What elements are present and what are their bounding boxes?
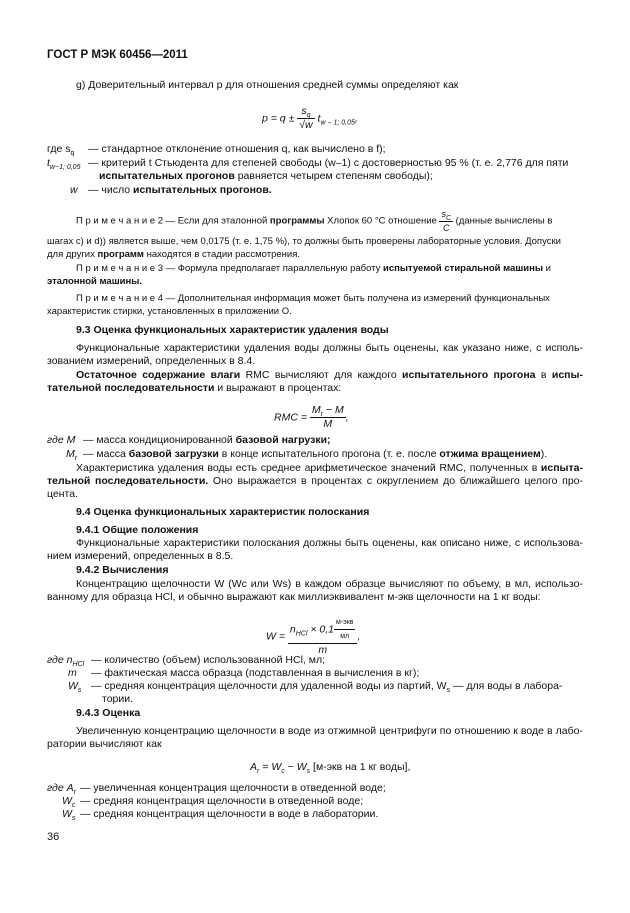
para-9-4-1: Функциональные характеристики полоскания должны быть оценены, как описано ниже, с использова-нием измерений, определенных в 8.5. bbox=[47, 537, 583, 562]
formula-p-t-sub: w − 1; 0,05 bbox=[320, 119, 355, 127]
document-header: ГОСТ Р МЭК 60456—2011 bbox=[47, 49, 188, 61]
para-9-4-2: Концентрацию щелочности W (Wc или Ws) в каждом образце вычисляют по объему, в мл, использо-ванному для образца HCl, и обычно выражают как миллиэквивалент м-экв щелочности на 1 кг воды: bbox=[47, 578, 583, 603]
def-nhcl: где $n_{HCl}$ bbox=[47, 654, 85, 669]
heading-9-4-3: 9.4.3 Оценка bbox=[76, 707, 141, 719]
formula-rmc: RMC = $\frac{M_r - M}{M}$ , bbox=[274, 404, 349, 430]
def-w-text: — число испытательных прогонов. bbox=[88, 184, 272, 196]
heading-9-3: 9.3 Оценка функциональных характеристик удаления воды bbox=[76, 324, 389, 336]
para-9-4-3: Увеличенную концентрацию щелочности в воде из отжимной центрифуги по отношению к воде в лабо-ратории вычисляют как bbox=[47, 725, 583, 750]
def-t-text: — критерий t Стьюдента для степеней свободы (w–1) с достоверностью 95 % (т. е. 2,776 для пяти bbox=[88, 157, 569, 169]
formula-rmc-lhs: RMC = bbox=[274, 411, 307, 424]
def-mr: $M_r$ bbox=[66, 448, 78, 463]
para-9-3-a: Функциональные характеристики удаления воды должны быть оценены, как указано ниже, с исполь-зованием измерений, определенных в 8.4. bbox=[47, 342, 583, 367]
def-m2: m bbox=[68, 667, 77, 679]
note-2-line2: шагах с) и d)) является выше, чем 0,0175 (т. е. 1,75 %), то должны быть проверены лабораторные условия. Допуски bbox=[47, 236, 561, 247]
def-ws-text: — средняя концентрация щелочности для удаленной воды из партий, $W_s$ — для воды в лабора- bbox=[91, 680, 563, 695]
formula-p-lhs: p = q ± bbox=[262, 112, 295, 125]
formula-p-end: , bbox=[354, 112, 358, 125]
def-t-cont: испытательных прогонов равняется четырем степеням свободы); bbox=[99, 170, 433, 182]
para-9-3-b: Остаточное содержание влаги RMC вычисляют для каждого испытательного прогона в испы-тательной последовательности и выражают в процентах: bbox=[47, 369, 583, 394]
note-2-line3: для других программ находятся в стадии рассмотрения. bbox=[47, 249, 301, 260]
def-nhcl-text: — количество (объем) использованной HCl, мл; bbox=[91, 654, 326, 666]
frac-num-sub: q bbox=[306, 112, 311, 120]
note-4-cont: характеристик стирки, установленных в приложении О. bbox=[47, 306, 292, 317]
def-sq-text: — стандартное отклонение отношения q, как вычислено в f); bbox=[88, 143, 386, 155]
formula-a: $A_r = W_c - W_s$ [м-экв на 1 кг воды], bbox=[250, 761, 411, 776]
def-ws-cont: тории. bbox=[102, 693, 134, 705]
heading-9-4-1: 9.4.1 Общие положения bbox=[76, 524, 199, 536]
formula-p bbox=[262, 105, 358, 132]
note-3-cont: эталонной машины. bbox=[47, 276, 142, 287]
heading-9-4: 9.4 Оценка функциональных характеристик полоскания bbox=[76, 506, 370, 518]
page-number: 36 bbox=[47, 831, 60, 843]
def-wc-text: — средняя концентрация щелочности в отведенной воде; bbox=[80, 795, 364, 807]
def-ws2-text: — средняя концентрация щелочности в воде в лаборатории. bbox=[80, 808, 379, 820]
def-m: где M bbox=[47, 434, 76, 446]
def-sq: где $s_q$ bbox=[47, 143, 75, 158]
def-wc: $W_c$ bbox=[62, 795, 76, 810]
def-w: w bbox=[70, 184, 78, 196]
intro-g: g) Доверительный интервал p для отношения средней суммы определяют как bbox=[76, 79, 459, 91]
frac-num: s bbox=[301, 105, 307, 117]
formula-p-fraction bbox=[297, 105, 314, 132]
formula-w-lhs: W = bbox=[266, 630, 285, 643]
frac-den: √w bbox=[299, 119, 313, 131]
note-4: П р и м е ч а н и е 4 — Дополнительная информация может быть получена из измерений функциональных bbox=[76, 293, 550, 304]
formula-w: W = $n_{HCl} \times 0,1$ $\frac{\text{м-экв}}{мл}$ m , bbox=[266, 616, 360, 657]
def-mr-text: — масса базовой загрузки в конце испытательного прогона (т. е. после отжима вращением). bbox=[83, 448, 548, 460]
def-ar-text: — увеличенная концентрация щелочности в отведенной воде; bbox=[80, 782, 386, 794]
def-m2-text: — фактическая масса образца (подставленная в вычисления в кг); bbox=[91, 667, 420, 679]
note-3: П р и м е ч а н и е 3 — Формула предполагает параллельную работу испытуемой стиральной машины и bbox=[76, 263, 551, 274]
heading-9-4-2: 9.4.2 Вычисления bbox=[76, 564, 169, 576]
def-t: $t_{w-1; 0,05}$ bbox=[47, 157, 81, 172]
formula-p-t: t bbox=[317, 112, 321, 125]
para-9-3-c: Характеристика удаления воды есть среднее арифметическое значений RMC, полученных в испыта-тельной последовательности. Оно выражается в процентах с округлением до ближайшего целого про-цента. bbox=[47, 462, 583, 500]
note-2: П р и м е ч а н и е 2 — Если для эталонной программы Хлопок 60 °С отношение $\frac{s_C}{C}$ (данные вычислены в bbox=[76, 209, 553, 233]
def-ws2: $W_s$ bbox=[62, 808, 76, 823]
def-m-text: — масса кондиционированной базовой нагрузки; bbox=[83, 434, 331, 446]
def-ar: где $A_r$ bbox=[47, 782, 76, 797]
def-ws: $W_s$ bbox=[68, 680, 82, 695]
